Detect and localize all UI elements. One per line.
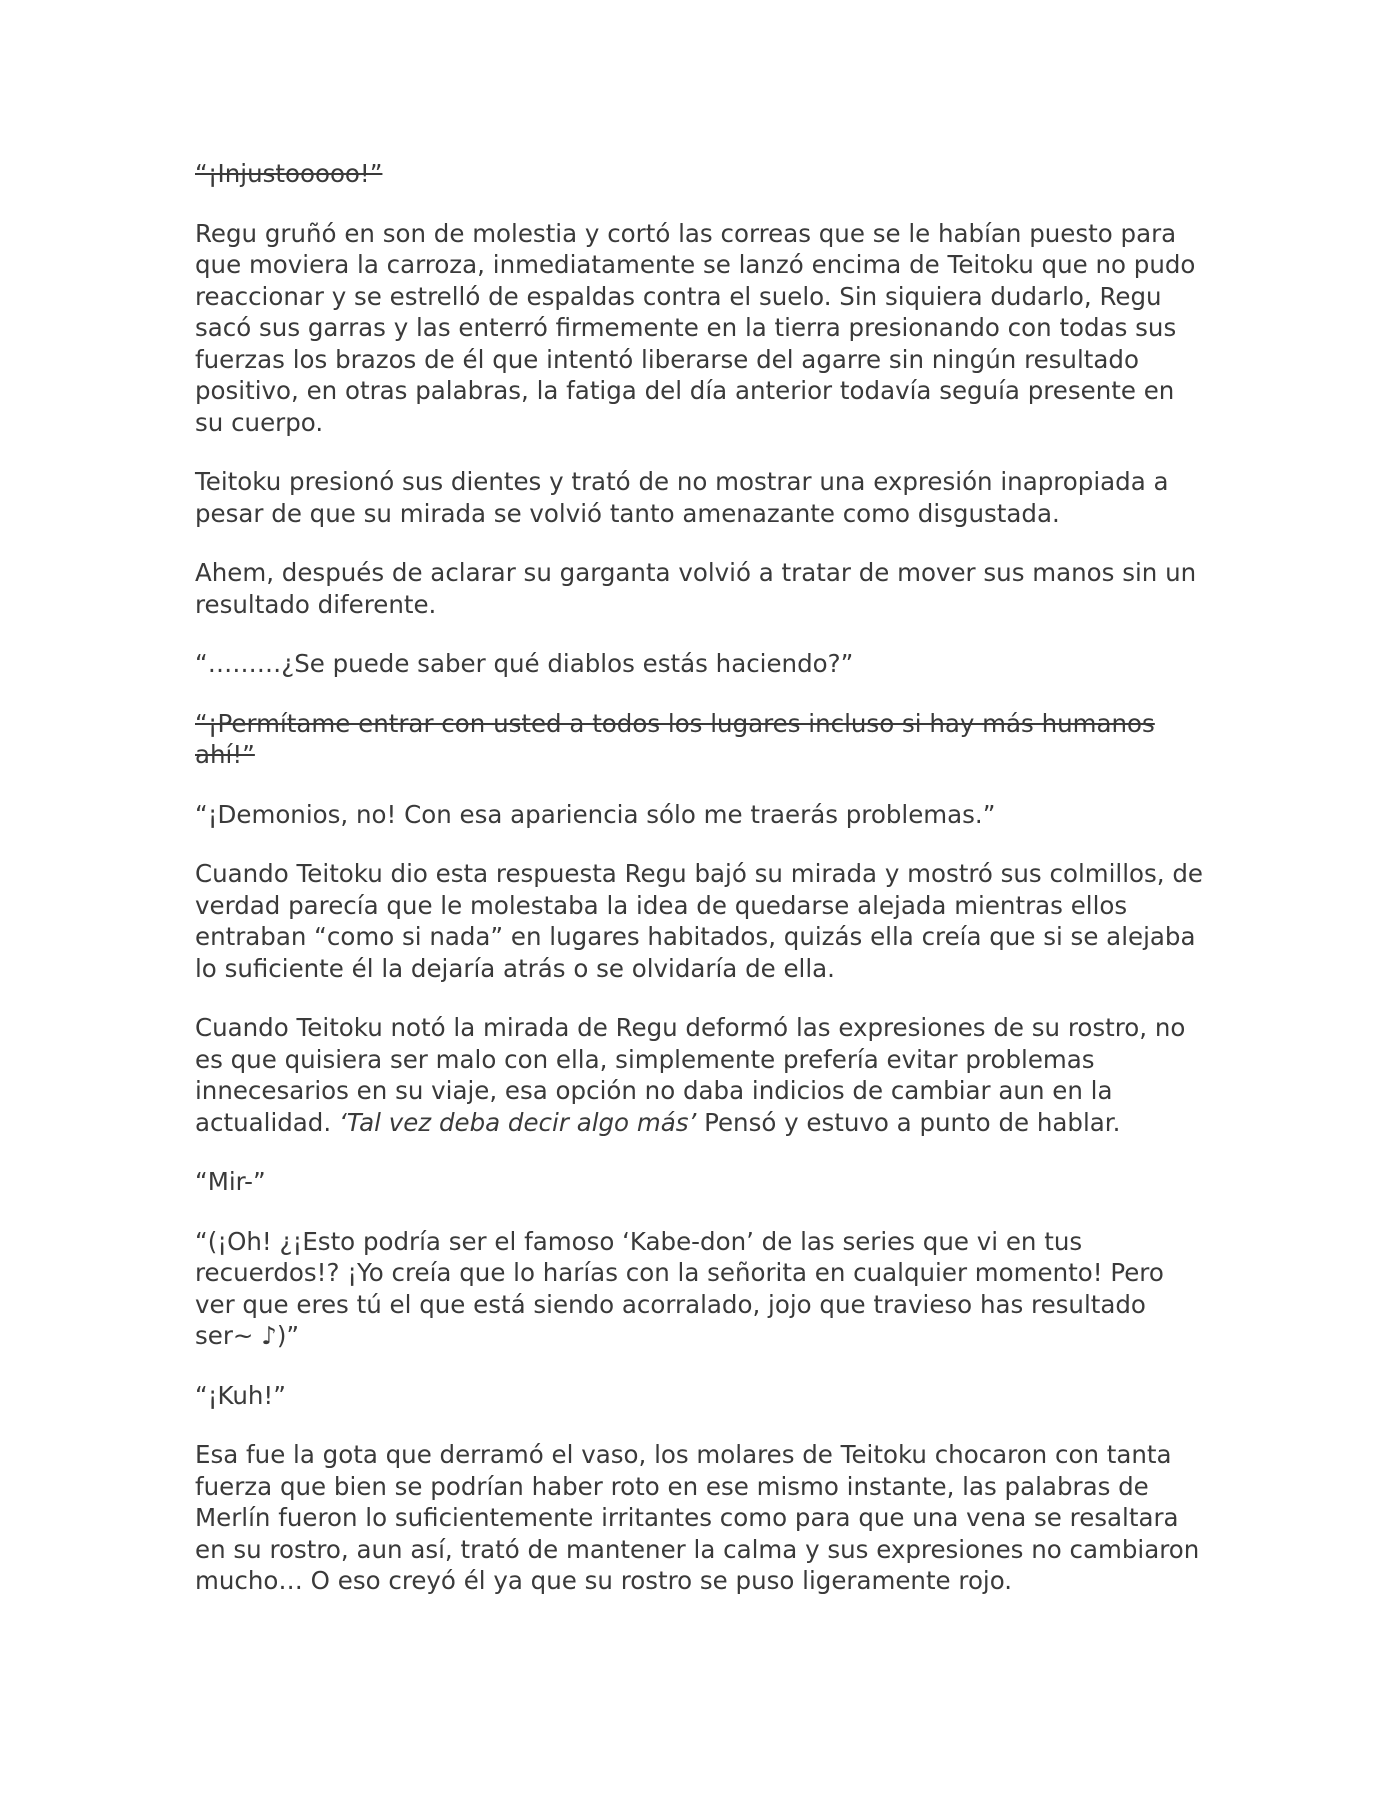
narration-paragraph: Esa fue la gota que derramó el vaso, los molares de Teitoku chocaron con tanta fuerza que bien se podrían haber roto en ese mismo instante, las palabras de Merlín fueron lo suficientemente irritantes como para que una vena se resaltara en su rostro, aun así, trató de mantener la calma y sus expresiones no cambiaron mucho… O eso creyó él ya que su rostro se puso ligeramente rojo. bbox=[195, 1440, 1200, 1595]
document-page bbox=[195, 158, 1210, 1625]
dialogue-paragraph: “Mir-” bbox=[195, 1167, 266, 1196]
italic-thought: ‘Tal vez deba decir algo más’ bbox=[338, 1107, 697, 1137]
narration-paragraph: Cuando Teitoku dio esta respuesta Regu bajó su mirada y mostró sus colmillos, de verdad parecía que le molestaba la idea de quedarse alejada mientras ellos entraban “como si nada” en lugares habitados, quizás ella creía que si se alejaba lo suficiente él la dejaría atrás o se olvidaría de ella. bbox=[195, 859, 1203, 983]
narration-text: Cuando Teitoku notó la mirada de Regu deformó las expresiones de su rostro, no es que quisiera ser malo con ella, simplemente prefería evitar problemas innecesarios en su viaje, esa opción no daba indicios de cambiar aun en la actualidad. bbox=[195, 1013, 1186, 1137]
narration-paragraph: Teitoku presionó sus dientes y trató de no mostrar una expresión inapropiada a pesar de que su mirada se volvió tanto amenazante como disgustada. bbox=[195, 467, 1169, 528]
dialogue-paragraph: “¡Kuh!” bbox=[195, 1380, 286, 1410]
narration-paragraph: Ahem, después de aclarar su garganta volvió a tratar de mover sus manos sin un resultado diferente. bbox=[195, 558, 1197, 619]
strikethrough-dialogue: “¡Permítame entrar con usted a todos los lugares incluso si hay más humanos ahí!” bbox=[195, 708, 1155, 769]
dialogue-paragraph: “………¿Se puede saber qué diablos estás haciendo?” bbox=[195, 649, 854, 678]
strikethrough-dialogue: “¡Injustooooo!” bbox=[195, 159, 383, 188]
narration-paragraph: Regu gruñó en son de molestia y cortó las correas que se le habían puesto para que moviera la carroza, inmediatamente se lanzó encima de Teitoku que no pudo reaccionar y se estrelló de espaldas contra el suelo. Sin siquiera dudarlo, Regu sacó sus garras y las enterró firmemente en la tierra presionando con todas sus fuerzas los brazos de él que intentó liberarse del agarre sin ningún resultado positivo, en otras palabras, la fatiga del día anterior todavía seguía presente en su cuerpo. bbox=[195, 218, 1196, 437]
dialogue-paragraph: “¡Demonios, no! Con esa apariencia sólo me traerás problemas.” bbox=[195, 799, 996, 829]
narration-paragraph-with-thought bbox=[195, 1012, 1210, 1138]
narration-text: Pensó y estuvo a punto de hablar. bbox=[696, 1107, 1121, 1137]
dialogue-paragraph: “(¡Oh! ¿¡Esto podría ser el famoso ‘Kabe-don’ de las series que vi en tus recuerdos!? ¡Yo creía que lo harías con la señorita en cualquier momento! Pero ver que eres tú el que está siendo acorralado, jojo que travieso has resultado ser~ ♪)” bbox=[195, 1226, 1164, 1350]
